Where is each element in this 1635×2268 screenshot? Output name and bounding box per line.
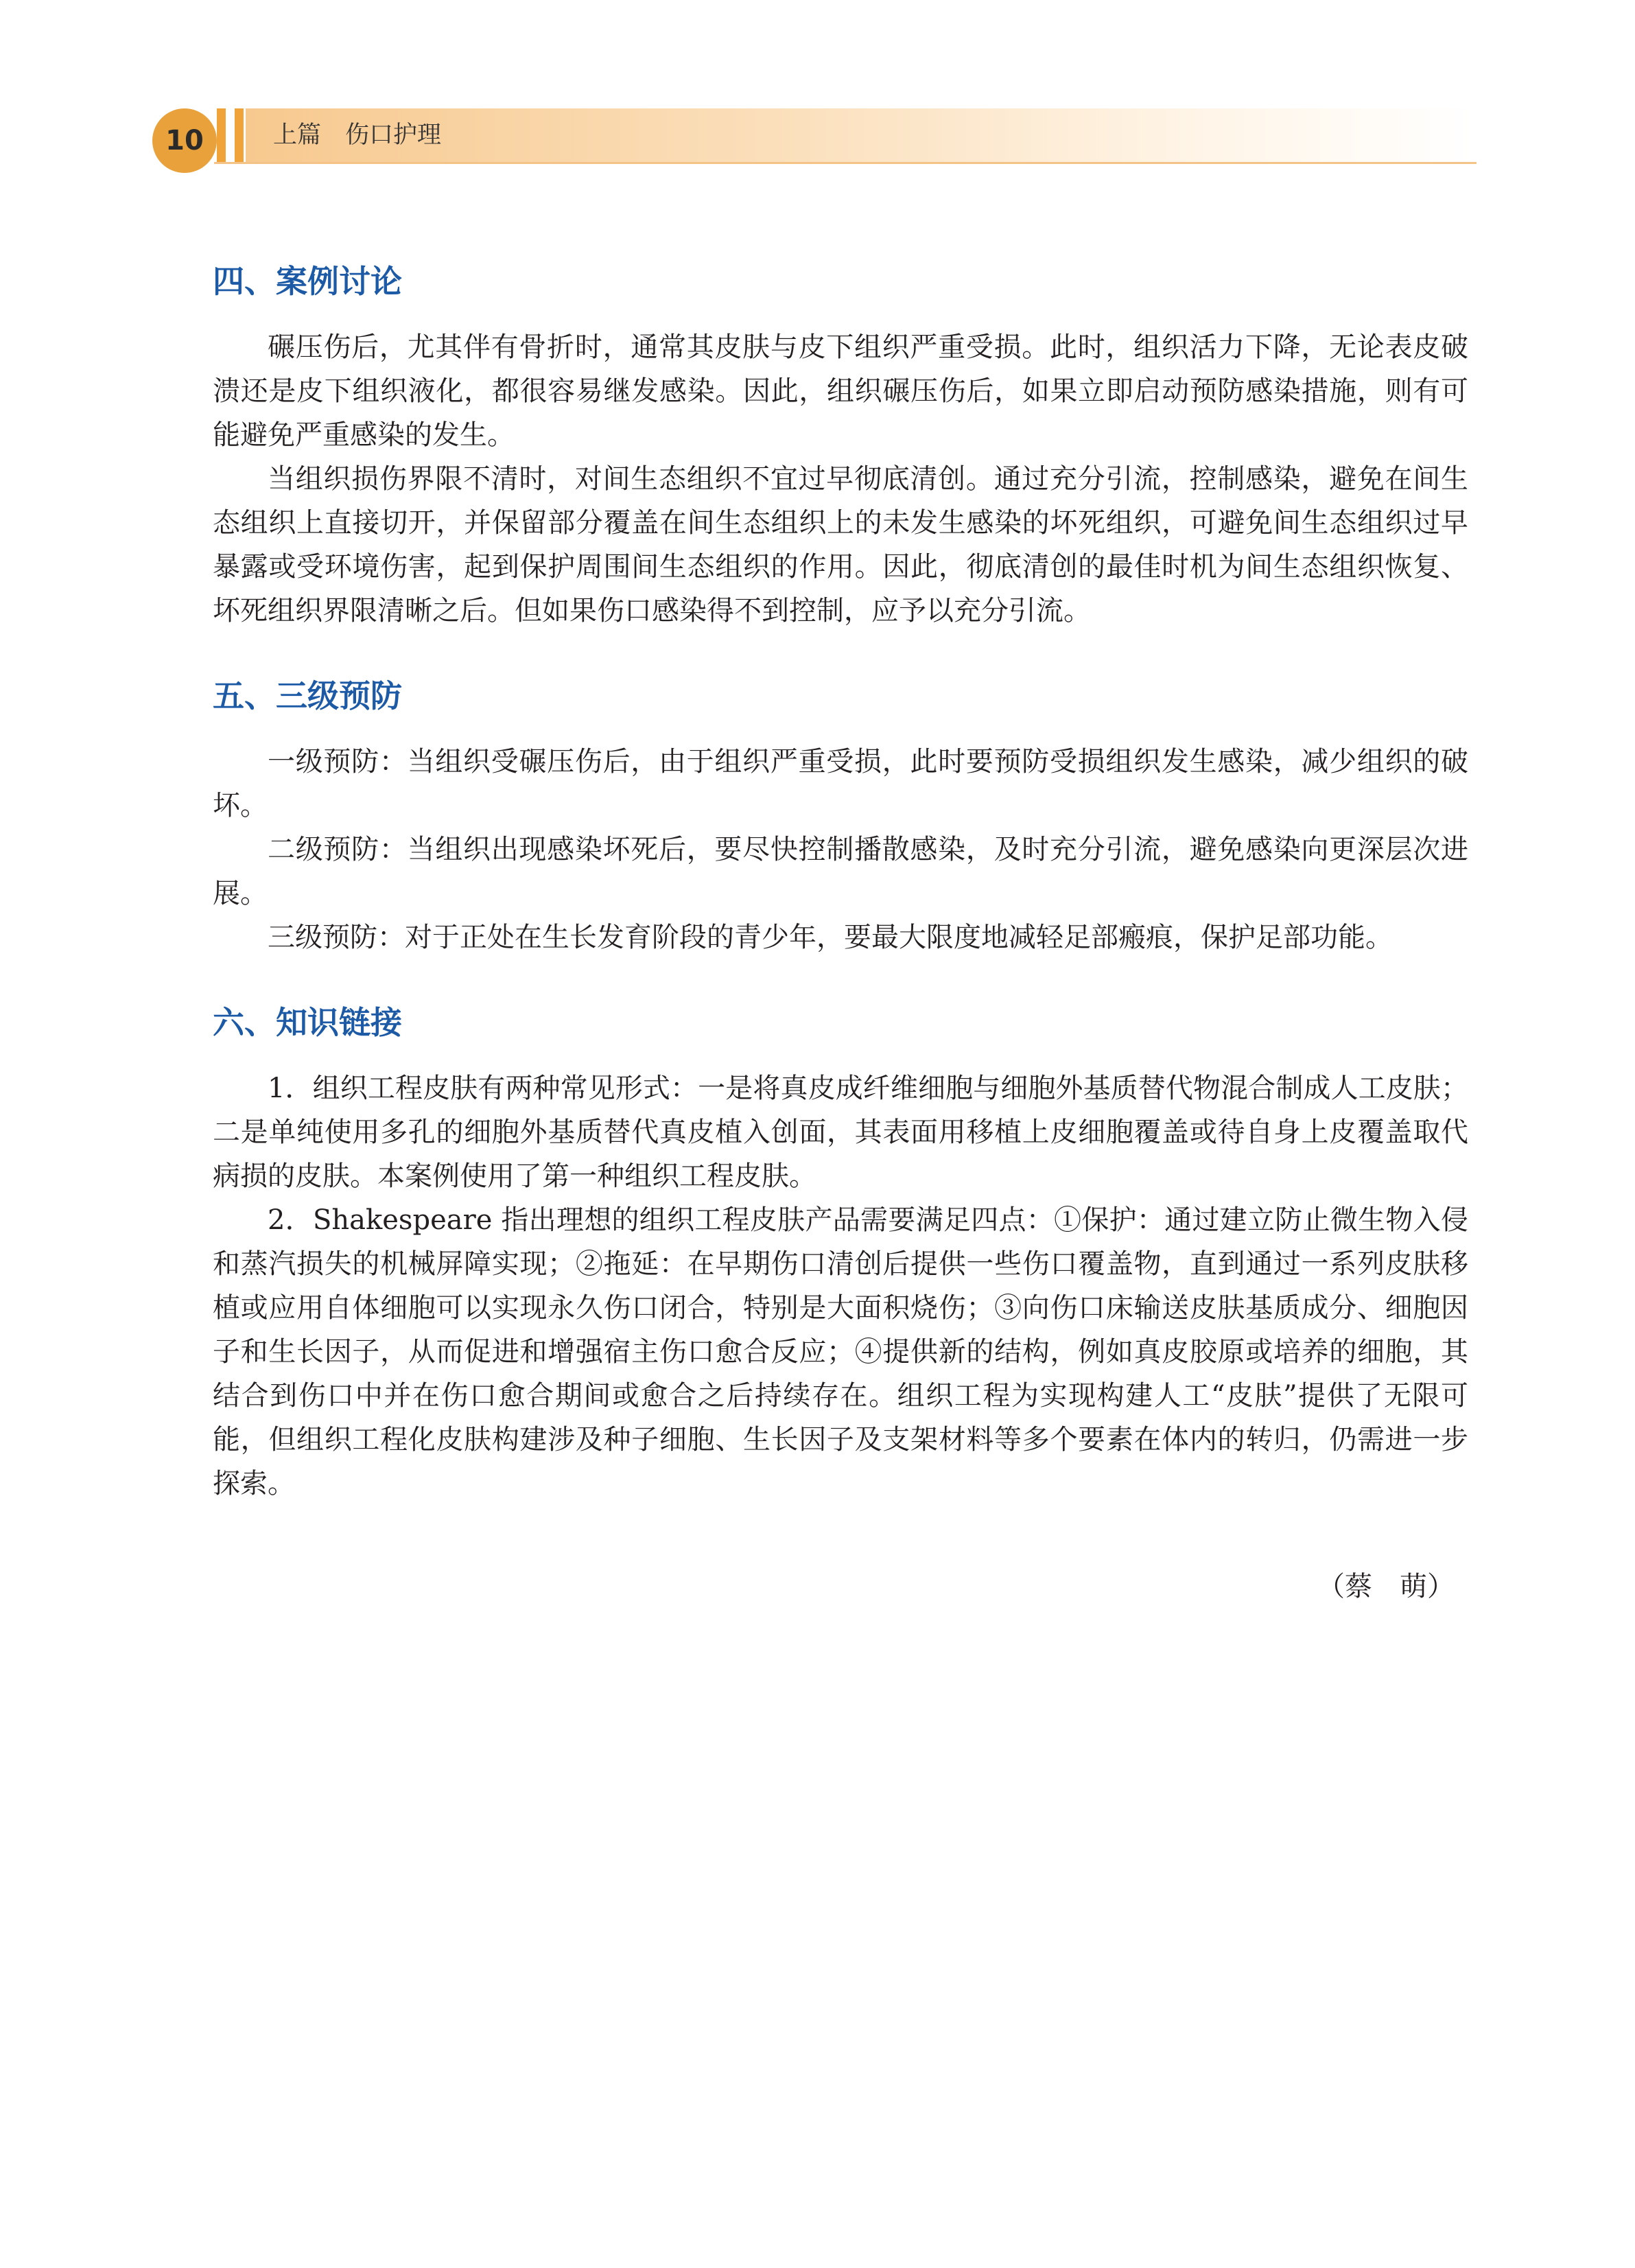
running-head-title: 上篇 伤口护理	[273, 121, 442, 149]
paragraph: 一级预防：当组织受碾压伤后，由于组织严重受损，此时要预防受损组织发生感染，减少组织的破坏。	[213, 746, 1468, 821]
paragraph: 当组织损伤界限不清时，对间生态组织不宜过早彻底清创。通过充分引流，控制感染，避免在间生态组织上直接切开，并保留部分覆盖在间生态组织上的未发生感染的坏死组织，可避免间生态组织过早暴露或受环境伤害，起到保护周围间生态组织的作用。因此，彻底清创的最佳时机为间生态组织恢复、坏死组织界限清晰之后。但如果伤口感染得不到控制，应予以充分引流。	[213, 463, 1468, 627]
header-rule	[214, 162, 1477, 164]
header-decoration-bars	[217, 108, 246, 162]
section-title: 五、三级预防	[213, 677, 402, 714]
paragraph: 二级预防：当组织出现感染坏死后，要尽快控制播散感染，及时充分引流，避免感染向更深层次进展。	[213, 834, 1468, 909]
section-knowledge-link	[213, 995, 1468, 1506]
section-case-discussion	[213, 254, 1468, 633]
paragraph: 三级预防：对于正处在生长发育阶段的青少年，要最大限度地减轻足部瘢痕，保护足部功能。	[268, 922, 1393, 953]
paragraph: 1．组织工程皮肤有两种常见形式：一是将真皮成纤维细胞与细胞外基质替代物混合制成人工皮肤；二是单纯使用多孔的细胞外基质替代真皮植入创面，其表面用移植上皮细胞覆盖或待自身上皮覆盖取代病损的皮肤。本案例使用了第一种组织工程皮肤。	[213, 1073, 1468, 1192]
section-title: 六、知识链接	[213, 1004, 402, 1041]
paragraph: 2．Shakespeare 指出理想的组织工程皮肤产品需要满足四点：①保护：通过建立防止微生物入侵和蒸汽损失的机械屏障实现；②拖延：在早期伤口清创后提供一些伤口覆盖物，直到通过一系列皮肤移植或应用自体细胞可以实现永久伤口闭合，特别是大面积烧伤；③向伤口床输送皮肤基质成分、细胞因子和生长因子，从而促进和增强宿主伤口愈合反应；④提供新的结构，例如真皮胶原或培养的细胞，其结合到伤口中并在伤口愈合期间或愈合之后持续存在。组织工程为实现构建人工“皮肤”提供了无限可能，但组织工程化皮肤构建涉及种子细胞、生长因子及支架材料等多个要素在体内的转归，仍需进一步探索。	[213, 1204, 1468, 1499]
page-number: 10	[152, 108, 217, 173]
page-content	[213, 254, 1468, 1609]
page-header	[0, 0, 1635, 178]
author-signature: （蔡 萌）	[1317, 1571, 1455, 1602]
paragraph: 碾压伤后，尤其伴有骨折时，通常其皮肤与皮下组织严重受损。此时，组织活力下降，无论表皮破溃还是皮下组织液化，都很容易继发感染。因此，组织碾压伤后，如果立即启动预防感染措施，则有可能避免严重感染的发生。	[213, 331, 1468, 451]
section-title: 四、案例讨论	[213, 263, 402, 300]
section-three-level-prevention	[213, 668, 1468, 959]
